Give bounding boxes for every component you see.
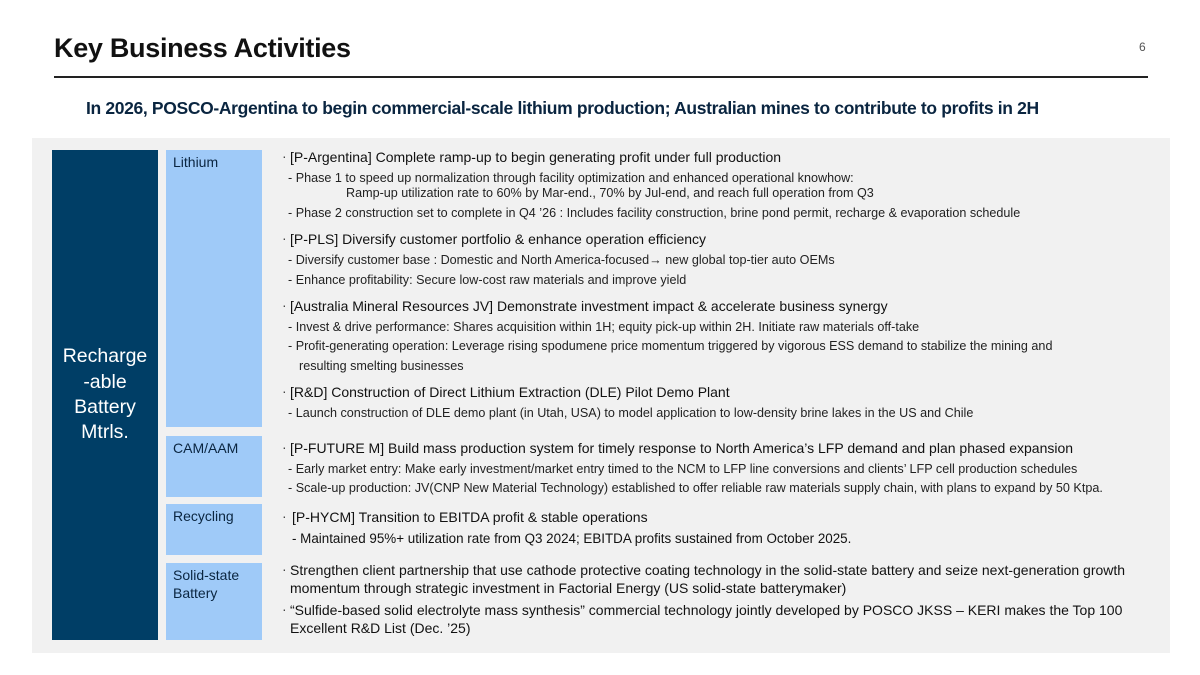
australia-sub-2-cont: resulting smelting businesses <box>299 359 464 373</box>
title-divider <box>54 76 1148 78</box>
main-category-box <box>52 150 158 640</box>
bullet-icon: · <box>282 383 287 399</box>
bullet-icon: · <box>282 561 287 577</box>
category-lithium: Lithium <box>166 150 262 427</box>
pls-heading: [P-PLS] Diversify customer portfolio & enhance operation efficiency <box>290 231 707 247</box>
solid-state-bullet-1: Strengthen client partnership that use cathode protective coating technology in the solid-state battery and seize next-generation growth <box>290 562 1126 578</box>
solid-state-bullet-1-cont: momentum through strategic investment in Factorial Energy (US solid-state batterymaker) <box>290 580 847 596</box>
argentina-sub-1-cont: Ramp-up utilization rate to 60% by Mar-end., 70% by Jul-end, and reach full operation from Q3 <box>346 186 874 200</box>
category-cam-aam: CAM/AAM <box>166 436 262 497</box>
bullet-icon: · <box>282 230 287 246</box>
pls-sub-2: - Enhance profitability: Secure low-cost raw materials and improve yield <box>288 273 687 287</box>
bullet-icon: · <box>282 508 287 524</box>
argentina-heading: [P-Argentina] Complete ramp-up to begin generating profit under full production <box>290 149 782 165</box>
bullet-icon: · <box>282 601 287 617</box>
bullet-icon: · <box>282 297 287 313</box>
australia-sub-2: - Profit-generating operation: Leverage rising spodumene price momentum triggered by vigorous ESS demand to stabilize the mining and <box>288 339 1053 353</box>
rnd-sub-1: - Launch construction of DLE demo plant (in Utah, USA) to model application to low-density brine lakes in the US and Chile <box>288 406 974 420</box>
argentina-sub-2: - Phase 2 construction set to complete in Q4 ’26 : Includes facility construction, brine pond permit, recharge & evaporation schedule <box>288 206 1021 220</box>
australia-sub-1: - Invest & drive performance: Shares acquisition within 1H; equity pick-up within 2H. Initiate raw materials off-take <box>288 320 920 334</box>
recycling-heading: [P-HYCM] Transition to EBITDA profit & stable operations <box>292 509 648 525</box>
bullet-icon: · <box>282 148 287 164</box>
recycling-sub-1: - Maintained 95%+ utilization rate from Q3 2024; EBITDA profits sustained from October 2025. <box>292 531 852 546</box>
pls-sub-1: - Diversify customer base : Domestic and North America-focused→ new global top-tier auto OEMs <box>288 253 835 267</box>
solid-state-bullet-2: “Sulfide-based solid electrolyte mass synthesis” commercial technology jointly developed by POSCO JKSS – KERI makes the Top 100 <box>290 602 1123 618</box>
headline: In 2026, POSCO-Argentina to begin commercial-scale lithium production; Australian mines to contribute to profits in 2H <box>86 98 1039 118</box>
category-solid-state: Solid-state Battery <box>166 563 262 640</box>
cam-sub-1: - Early market entry: Make early investment/market entry timed to the NCM to LFP line conversions and clients’ LFP cell production schedules <box>288 462 1078 476</box>
argentina-sub-1: - Phase 1 to speed up normalization through facility optimization and enhanced operational knowhow: <box>288 171 854 185</box>
main-category-label: Recharge -able Battery Mtrls. <box>62 345 148 444</box>
cam-sub-2: - Scale-up production: JV(CNP New Material Technology) established to offer reliable raw materials supply chain, with plans to expand by 50 Ktpa. <box>288 481 1103 495</box>
solid-state-bullet-2-cont: Excellent R&D List (Dec. ’25) <box>290 620 471 636</box>
rnd-heading: [R&D] Construction of Direct Lithium Extraction (DLE) Pilot Demo Plant <box>290 384 730 400</box>
page-number: 6 <box>1139 40 1146 54</box>
page-title: Key Business Activities <box>54 33 351 63</box>
category-recycling: Recycling <box>166 504 262 555</box>
australia-heading: [Australia Mineral Resources JV] Demonstrate investment impact & accelerate business synergy <box>290 298 888 314</box>
cam-heading: [P-FUTURE M] Build mass production system for timely response to North America’s LFP demand and plan phased expansion <box>290 440 1074 456</box>
bullet-icon: · <box>282 439 287 455</box>
